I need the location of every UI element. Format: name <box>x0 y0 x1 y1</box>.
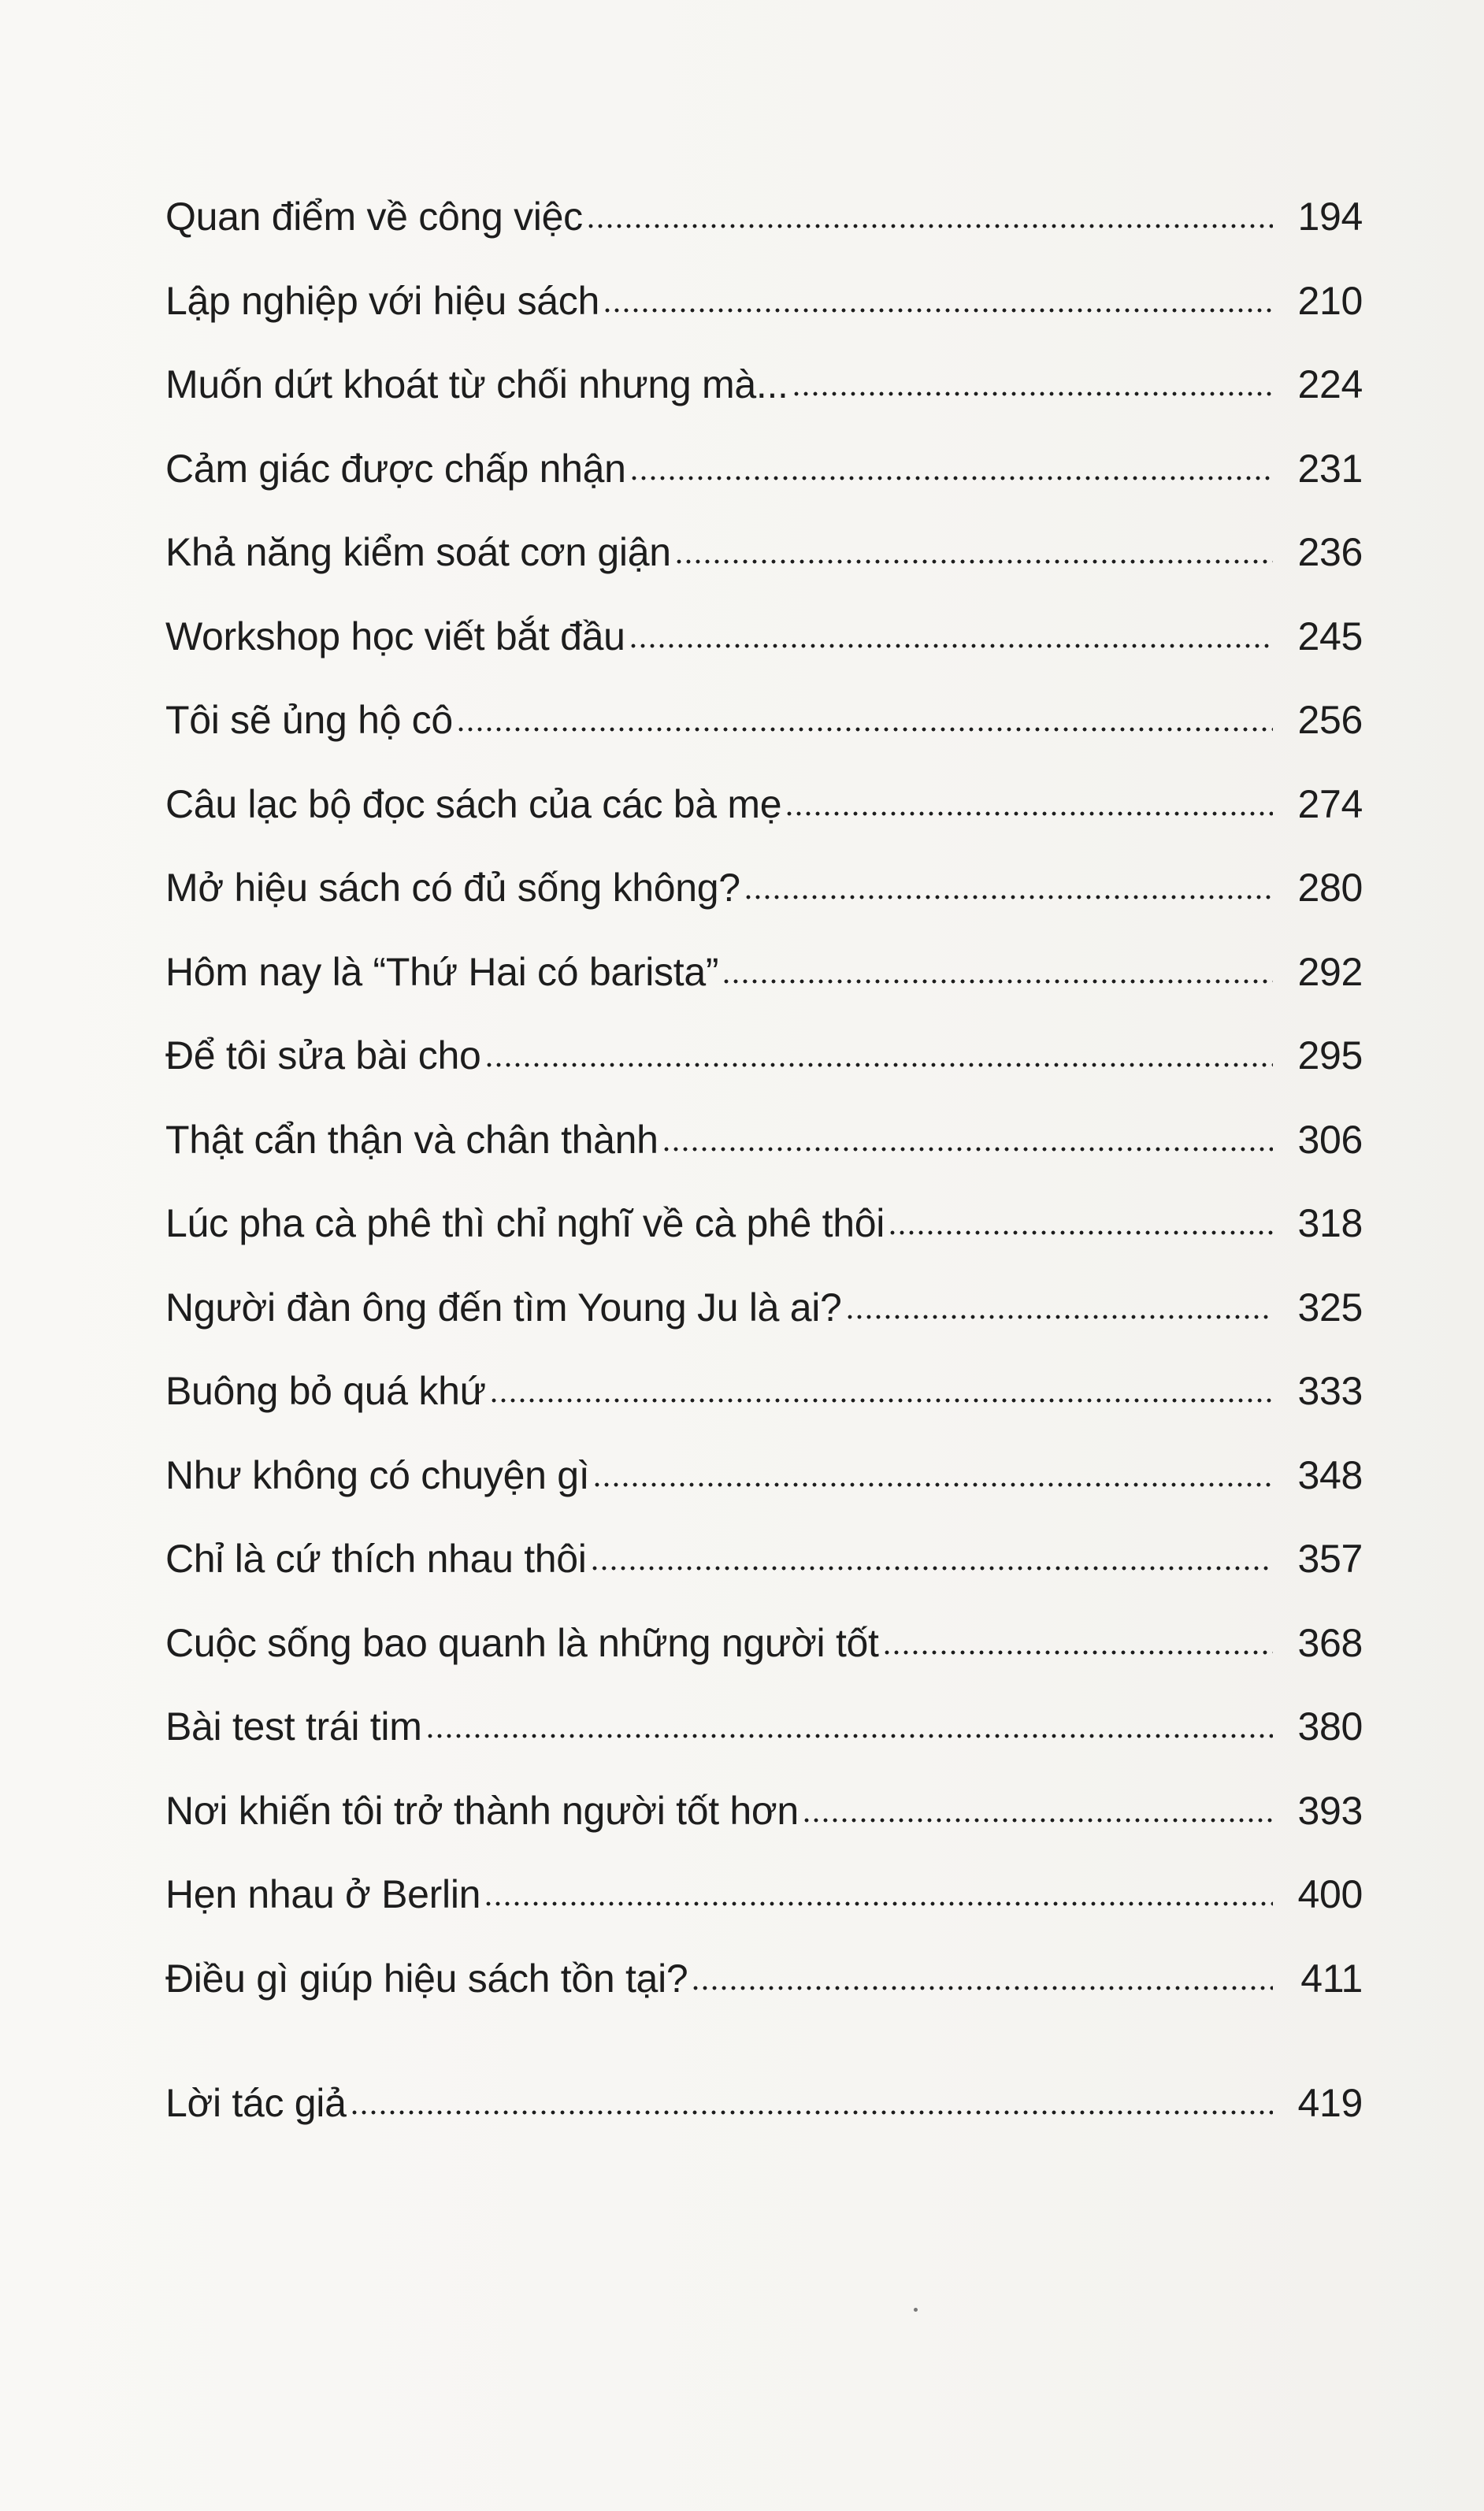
paper-speck <box>914 2308 918 2312</box>
toc-entry-title: Quan điểm về công việc <box>165 195 583 239</box>
toc-entry-page-number: 274 <box>1297 781 1363 826</box>
toc-entry <box>165 1117 1363 1204</box>
dot-leader <box>845 1313 1273 1321</box>
toc-entry-title: Nơi khiến tôi trở thành người tốt hơn <box>165 1788 799 1833</box>
toc-entry-title: Như không có chuyện gì <box>165 1452 590 1497</box>
toc-entry-title: Cuộc sống bao quanh là những người tốt <box>165 1620 879 1665</box>
toc-entry-page-number: 400 <box>1297 1872 1363 1916</box>
toc-entry-page-number: 280 <box>1297 866 1363 910</box>
toc-entry-page-number: 333 <box>1297 1369 1363 1413</box>
toc-entry-title: Muốn dứt khoát từ chối nhưng mà... <box>165 362 788 406</box>
toc-entry <box>165 278 1363 365</box>
toc-entry-page-number: 380 <box>1297 1704 1363 1749</box>
dot-leader <box>590 1564 1273 1572</box>
toc-entry-title: Hôm nay là “Thứ Hai có barista” <box>165 949 719 994</box>
dot-leader <box>888 1229 1273 1237</box>
toc-entry <box>165 1452 1363 1540</box>
toc-entry-title: Buông bỏ quá khứ <box>165 1369 486 1413</box>
toc-entry-page-number: 393 <box>1297 1788 1363 1833</box>
dot-leader <box>456 725 1273 733</box>
toc-entry <box>165 781 1363 869</box>
toc-entry-page-number: 194 <box>1297 195 1363 239</box>
toc-entry-page-number: 245 <box>1297 614 1363 658</box>
toc-entry-page-number: 368 <box>1297 1620 1363 1665</box>
dot-leader <box>785 810 1273 818</box>
table-of-contents <box>165 197 1363 2168</box>
toc-entry-title: Bài test trái tim <box>165 1704 422 1749</box>
toc-entry-title: Tôi sẽ ủng hộ cô <box>165 698 453 742</box>
toc-entry <box>165 1956 1363 2043</box>
dot-leader <box>674 558 1273 566</box>
dot-leader <box>350 2109 1273 2116</box>
toc-entry-page-number: 292 <box>1297 949 1363 994</box>
toc-entry-page-number: 318 <box>1297 1201 1363 1245</box>
toc-entry-page-number: 306 <box>1297 1117 1363 1162</box>
toc-entry-page-number: 325 <box>1297 1285 1363 1330</box>
toc-entry <box>165 868 1363 952</box>
toc-entry <box>165 1620 1363 1708</box>
toc-entry <box>165 1371 1363 1456</box>
toc-entry <box>165 1704 1363 1791</box>
toc-entry <box>165 1872 1363 1959</box>
toc-entry-title: Thật cẩn thận và chân thành <box>165 1117 659 1162</box>
dot-leader <box>484 1900 1273 1908</box>
toc-entry <box>165 700 1363 784</box>
dot-leader <box>744 893 1273 901</box>
toc-entry <box>165 2083 1363 2168</box>
toc-entry-title: Lúc pha cà phê thì chỉ nghĩ về cà phê thôi <box>165 1201 885 1245</box>
dot-leader <box>592 1481 1273 1489</box>
dot-leader <box>629 474 1273 482</box>
toc-entry-title: Lập nghiệp với hiệu sách <box>165 278 599 323</box>
toc-entry-title: Câu lạc bộ đọc sách của các bà mẹ <box>165 781 782 826</box>
toc-entry-title: Mở hiệu sách có đủ sống không? <box>165 866 740 910</box>
toc-entry <box>165 362 1363 449</box>
toc-entry <box>165 446 1363 533</box>
toc-entry <box>165 532 1363 617</box>
dot-leader <box>722 977 1273 985</box>
dot-leader <box>882 1649 1273 1656</box>
dot-leader <box>662 1145 1273 1153</box>
toc-entry-page-number: 419 <box>1297 2081 1363 2125</box>
toc-entry-page-number: 236 <box>1297 530 1363 574</box>
toc-entry <box>165 1201 1363 1288</box>
toc-entry-page-number: 357 <box>1297 1537 1363 1581</box>
dot-leader <box>484 1061 1273 1069</box>
toc-entry-title: Lời tác giả <box>165 2081 347 2125</box>
toc-entry <box>165 614 1363 701</box>
toc-entry-title: Chỉ là cứ thích nhau thôi <box>165 1537 587 1581</box>
toc-entry-title: Khả năng kiểm soát cơn giận <box>165 530 671 574</box>
toc-entry-page-number: 411 <box>1300 1956 1363 2001</box>
toc-entry-page-number: 231 <box>1297 446 1363 491</box>
toc-entry <box>165 197 1363 281</box>
toc-entry <box>165 1788 1363 1875</box>
dot-leader <box>629 642 1273 650</box>
dot-leader <box>802 1816 1273 1824</box>
dot-leader <box>603 306 1273 314</box>
toc-entry <box>165 949 1363 1037</box>
toc-entry-page-number: 224 <box>1297 362 1363 406</box>
toc-entry-page-number: 295 <box>1297 1033 1363 1077</box>
toc-entry <box>165 1033 1363 1120</box>
toc-entry-title: Workshop học viết bắt đầu <box>165 614 625 658</box>
toc-entry-title: Để tôi sửa bài cho <box>165 1033 481 1077</box>
toc-entry-page-number: 256 <box>1297 698 1363 742</box>
toc-entry-title: Cảm giác được chấp nhận <box>165 446 626 491</box>
toc-entry-page-number: 348 <box>1297 1452 1363 1497</box>
toc-entry <box>165 1285 1363 1372</box>
toc-entry-page-number: 210 <box>1297 278 1363 323</box>
dot-leader <box>489 1396 1273 1404</box>
dot-leader <box>425 1732 1273 1740</box>
dot-leader <box>691 1984 1273 1992</box>
toc-entry-title: Điều gì giúp hiệu sách tồn tại? <box>165 1956 688 2001</box>
toc-entry <box>165 1539 1363 1623</box>
dot-leader <box>586 222 1273 230</box>
toc-entry-title: Người đàn ông đến tìm Young Ju là ai? <box>165 1285 842 1330</box>
dot-leader <box>792 390 1273 398</box>
toc-entry-title: Hẹn nhau ở Berlin <box>165 1872 481 1916</box>
